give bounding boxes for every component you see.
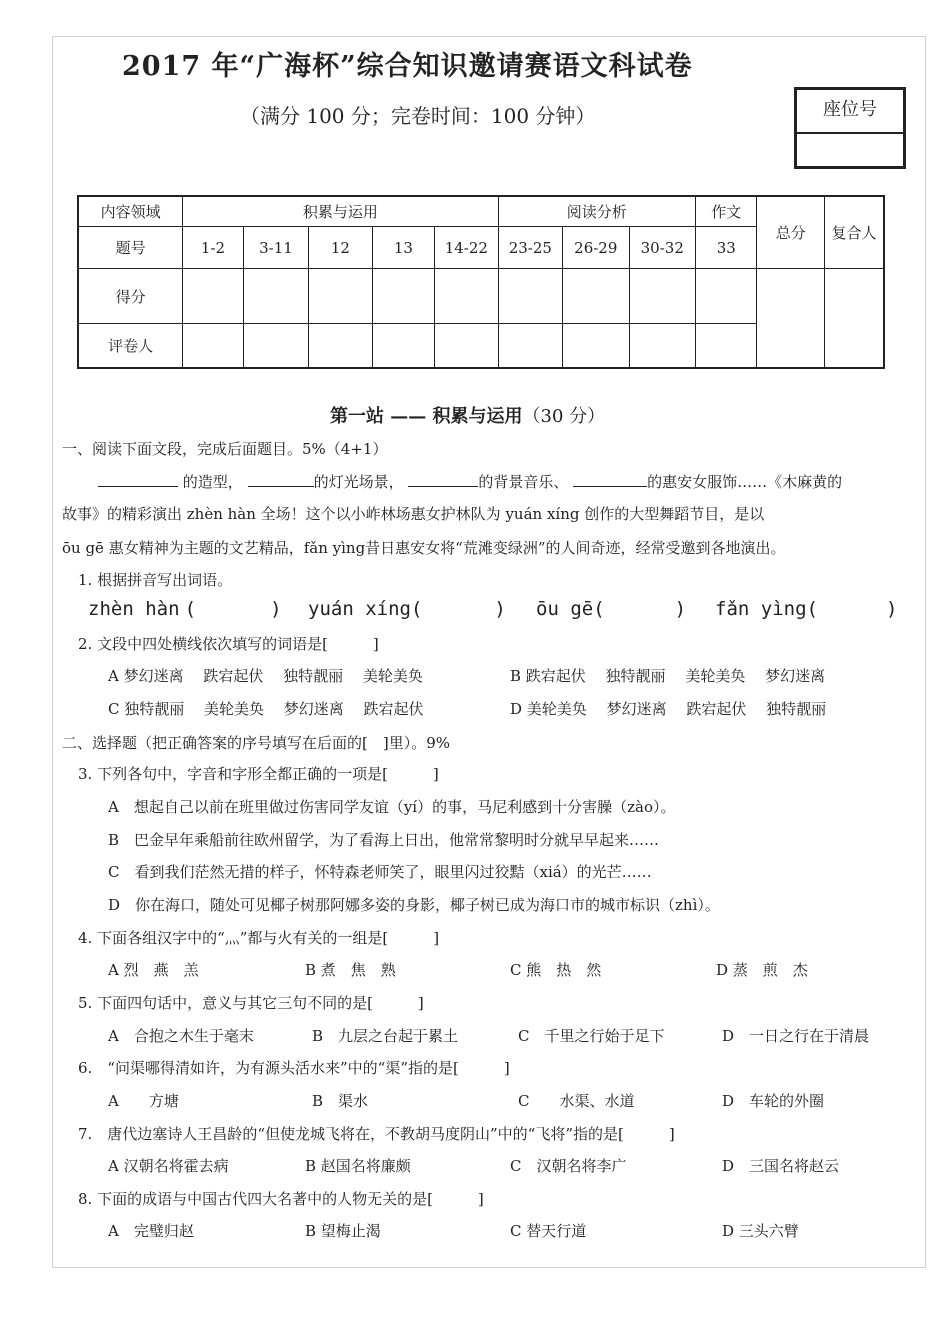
option-d[interactable]: D 蒸 煎 杰 [716, 961, 808, 979]
grader-cell[interactable] [435, 323, 498, 368]
question-8: 8. 下面的成语与中国古代四大名著中的人物无关的是[ ] [78, 1190, 484, 1208]
option-a[interactable]: A 汉朝名将霍去病 [108, 1157, 229, 1175]
option-d[interactable]: D 车轮的外圈 [722, 1092, 825, 1110]
score-cell[interactable] [563, 269, 629, 324]
option-c[interactable]: C 汉朝名将李广 [510, 1157, 627, 1175]
reviewer-cell[interactable] [824, 269, 884, 368]
qnum-cell: 33 [696, 226, 757, 268]
grader-cell[interactable] [243, 323, 308, 368]
fill-blank[interactable] [248, 470, 314, 487]
option-c[interactable]: C 水渠、水道 [518, 1092, 635, 1110]
option-d[interactable]: D 三国名将赵云 [722, 1157, 840, 1175]
score-cell[interactable] [696, 269, 757, 324]
part1-heading: 一、阅读下面文段，完成后面题目。5%（4+1） [62, 440, 388, 458]
question-4: 4. 下面各组汉字中的“灬”都与火有关的一组是[ ] [78, 929, 440, 947]
total-score-cell[interactable] [757, 269, 825, 368]
part2-heading: 二、选择题（把正确答案的序号填写在后面的[ ]里）。9% [62, 734, 451, 752]
option-c[interactable]: C 看到我们茫然无措的样子，怀特森老师笑了，眼里闪过狡黠（xiá）的光芒…… [108, 863, 652, 881]
question-1: 1. 根据拼音写出词语。 [78, 571, 233, 589]
qnum-cell: 26-29 [563, 226, 629, 268]
option-a[interactable]: A 烈 燕 羔 [108, 961, 199, 979]
question-2: 2. 文段中四处横线依次填写的词语是[ ] [78, 635, 379, 653]
qnum-cell: 23-25 [498, 226, 562, 268]
score-cell[interactable] [629, 269, 695, 324]
option-b[interactable]: B 巴金早年乘船前往欧州留学，为了看海上日出，他常常黎明时分就早早起来…… [108, 831, 660, 849]
fill-blank[interactable] [408, 470, 478, 487]
total-header: 总分 [757, 196, 825, 269]
score-cell[interactable] [183, 269, 243, 324]
fill-blank[interactable] [573, 470, 647, 487]
qnum-cell: 13 [372, 226, 434, 268]
reading-header: 阅读分析 [498, 196, 695, 226]
reviewer-header: 复合人 [824, 196, 884, 269]
grader-cell[interactable] [498, 323, 562, 368]
essay-header: 作文 [696, 196, 757, 226]
accumulate-header: 积累与运用 [183, 196, 498, 226]
option-d[interactable]: D 三头六臂 [722, 1222, 799, 1240]
question-7: 7. 唐代边塞诗人王昌龄的“但使龙城飞将在，不教胡马度阴山”中的“飞将”指的是[ ] [78, 1125, 675, 1143]
content-area-header: 内容领域 [78, 196, 183, 226]
option-a[interactable]: A 完璧归赵 [108, 1222, 194, 1240]
fill-blank[interactable] [98, 470, 178, 487]
option-d[interactable]: D 你在海口，随处可见椰子树那阿娜多姿的身影，椰子树已成为海口市的城市标识（zhì）。 [108, 896, 720, 914]
option-b[interactable]: B 煮 焦 熟 [305, 961, 396, 979]
option-b[interactable]: B 跌宕起伏 独特靓丽 美轮美奂 梦幻迷离 [510, 667, 826, 685]
exam-title: 2017 年“广海杯”综合知识邀请赛语文科试卷 [122, 51, 693, 82]
qnum-cell: 12 [309, 226, 372, 268]
score-table [77, 195, 885, 369]
seat-number-field[interactable] [797, 134, 903, 170]
qnum-cell: 30-32 [629, 226, 695, 268]
grader-label: 评卷人 [78, 323, 183, 368]
score-cell[interactable] [309, 269, 372, 324]
grader-cell[interactable] [372, 323, 434, 368]
option-b[interactable]: B 赵国名将廉颇 [305, 1157, 411, 1175]
option-d[interactable]: D 美轮美奂 梦幻迷离 跌宕起伏 独特靓丽 [510, 700, 827, 718]
option-b[interactable]: B 九层之台起于累土 [312, 1027, 459, 1045]
qnum-cell: 1-2 [183, 226, 243, 268]
question-5: 5. 下面四句话中，意义与其它三句不同的是[ ] [78, 994, 424, 1012]
passage-line-2: 故事》的精彩演出 zhèn hàn 全场！这个以小岞林场惠女护林队为 yuán xíng 创作的大型舞蹈节目，是以 [62, 505, 765, 523]
pinyin-item: yuán xíng( ) [308, 598, 506, 620]
seat-number-label: 座位号 [797, 90, 903, 134]
question-number-label: 题号 [78, 226, 183, 268]
score-label: 得分 [78, 269, 183, 324]
grader-cell[interactable] [183, 323, 243, 368]
option-c[interactable]: C 替天行道 [510, 1222, 587, 1240]
option-c[interactable]: C 独特靓丽 美轮美奂 梦幻迷离 跌宕起伏 [108, 700, 424, 718]
question-6: 6. “问渠哪得清如许，为有源头活水来”中的“渠”指的是[ ] [78, 1059, 510, 1077]
score-cell[interactable] [243, 269, 308, 324]
question-3: 3. 下列各句中，字音和字形全都正确的一项是[ ] [78, 765, 439, 783]
section-title: 第一站 —— 积累与运用（30 分） [330, 406, 606, 427]
option-c[interactable]: C 千里之行始于足下 [518, 1027, 665, 1045]
grader-cell[interactable] [309, 323, 372, 368]
score-cell[interactable] [372, 269, 434, 324]
pinyin-item: ōu gē( ) [536, 598, 687, 620]
pinyin-item: zhèn hàn ( ) [88, 598, 282, 620]
pinyin-item: fǎn yìng( ) [715, 598, 898, 620]
option-c[interactable]: C 熊 热 然 [510, 961, 602, 979]
exam-subtitle: （满分 100 分；完卷时间：100 分钟） [240, 104, 596, 128]
option-a[interactable]: A 梦幻迷离 跌宕起伏 独特靓丽 美轮美奂 [108, 667, 423, 685]
option-a[interactable]: A 合抱之木生于毫末 [108, 1027, 254, 1045]
grader-cell[interactable] [563, 323, 629, 368]
grader-cell[interactable] [696, 323, 757, 368]
passage-line-1: 的造型， 的灯光场景， 的背景音乐、 的惠安女服饰……《木麻黄的 [98, 470, 842, 492]
grader-cell[interactable] [629, 323, 695, 368]
option-b[interactable]: B 望梅止渴 [305, 1222, 381, 1240]
passage-line-3: ōu gē 惠女精神为主题的文艺精品，fǎn yìng昔日惠安女将“荒滩变绿洲”的人间奇迹，经常受邀到各地演出。 [62, 539, 786, 557]
qnum-cell: 3-11 [243, 226, 308, 268]
option-a[interactable]: A 方塘 [108, 1092, 179, 1110]
seat-number-box [794, 87, 906, 169]
qnum-cell: 14-22 [435, 226, 498, 268]
option-b[interactable]: B 渠水 [312, 1092, 369, 1110]
option-d[interactable]: D 一日之行在于清晨 [722, 1027, 870, 1045]
score-cell[interactable] [498, 269, 562, 324]
score-cell[interactable] [435, 269, 498, 324]
option-a[interactable]: A 想起自己以前在班里做过伤害同学友谊（yí）的事，马尼利感到十分害臊（zào）。 [108, 798, 676, 816]
